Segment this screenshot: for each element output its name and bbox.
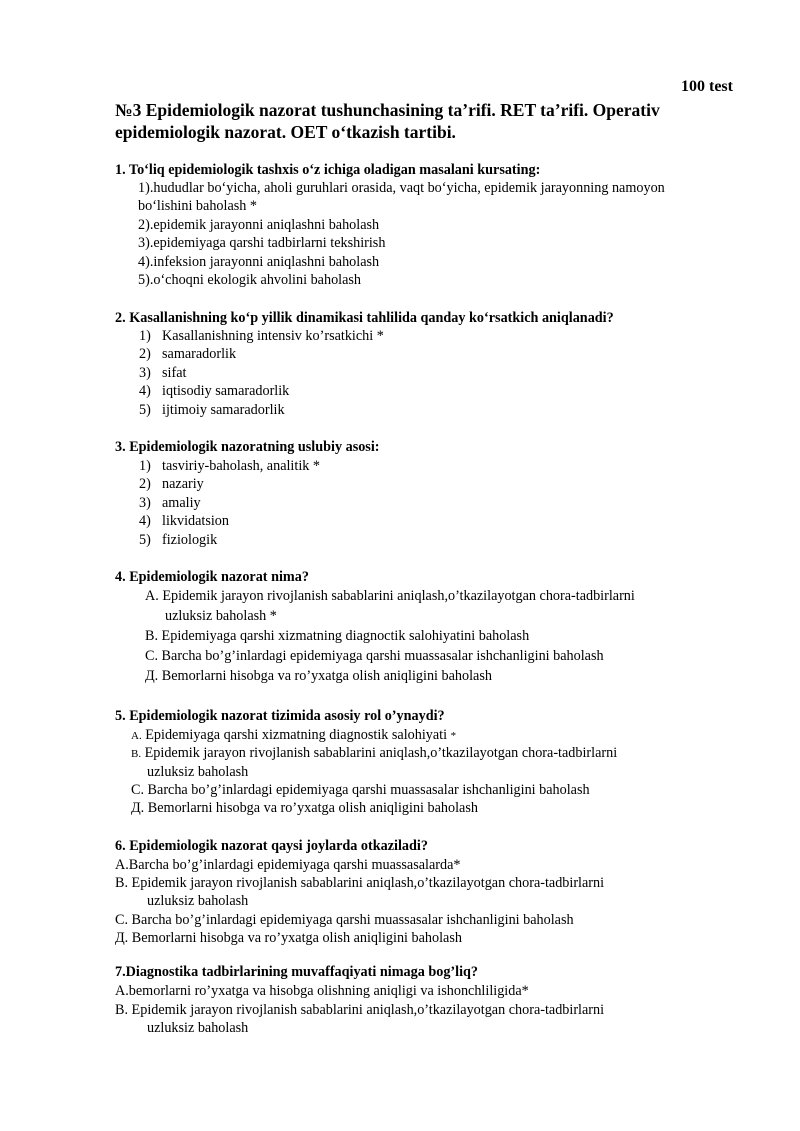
- option-text: ijtimoiy samaradorlik: [162, 402, 285, 418]
- q2-option-1: [139, 328, 384, 345]
- q1-answer-1-line-2: bo‘lishini baholash *: [138, 198, 258, 214]
- q5-option-c: C. Barcha bo’g’inlardagi epidemiyaga qarshi muassasalar ishchanligini baholash: [131, 782, 590, 798]
- q1-answer-3: 3).epidemiyaga qarshi tadbirlarni tekshirish: [138, 235, 386, 251]
- q2-option-4: [139, 383, 289, 400]
- document-title-line-2: epidemiologik nazorat. OET o‘tkazish tartibi.: [115, 122, 456, 142]
- option-number: 2): [139, 346, 151, 362]
- q7-option-a: A.bemorlarni ro’yxatga va hisobga olishning aniqligi va ishonchliligida*: [115, 983, 529, 999]
- q6-option-b-line-1: B. Epidemik jarayon rivojlanish sabablarini aniqlash,o’tkazilayotgan chora-tadbirlarni: [115, 875, 605, 891]
- option-letter: B.: [131, 748, 142, 760]
- option-number: 1): [139, 458, 151, 474]
- q6-option-a: A.Barcha bo’g’inlardagi epidemiyaga qarshi muassasalarda*: [115, 857, 461, 873]
- question-4: 4. Epidemiologik nazorat nima?: [115, 569, 309, 585]
- q5-option-d: Д. Bemorlarni hisobga va ro’yxatga olish aniqligini baholash: [131, 800, 478, 816]
- option-number: 3): [139, 495, 151, 511]
- option-number: 4): [139, 383, 151, 399]
- q4-option-b: B. Epidemiyaga qarshi xizmatning diagnoctik salohiyatini baholash: [145, 628, 530, 644]
- document-title-line-1: №3 Epidemiologik nazorat tushunchasining ta’rifi. RET ta’rifi. Operativ: [115, 100, 660, 120]
- q7-option-b-line-1: B. Epidemik jarayon rivojlanish sabablarini aniqlash,o’tkazilayotgan chora-tadbirlarni: [115, 1002, 605, 1018]
- option-text: samaradorlik: [162, 346, 237, 362]
- option-text: tasviriy-baholash, analitik *: [162, 458, 320, 474]
- question-3: 3. Epidemiologik nazoratning uslubiy asosi:: [115, 439, 380, 455]
- q6-option-b-line-2: uzluksiz baholash: [147, 893, 249, 909]
- option-text: Epidemik jarayon rivojlanish sabablarini aniqlash,o’tkazilayotgan chora-tadbirlarni: [141, 745, 618, 761]
- q1-answer-4: 4).infeksion jarayonni aniqlashni baholash: [138, 254, 380, 270]
- q6-option-d: Д. Bemorlarni hisobga va ro’yxatga olish aniqligini baholash: [115, 930, 462, 946]
- q3-option-3: [139, 495, 201, 512]
- option-text: sifat: [162, 365, 187, 381]
- q1-answer-2: 2).epidemik jarayonni aniqlashni baholash: [138, 217, 380, 233]
- option-text: fiziologik: [162, 532, 218, 548]
- option-text: Kasallanishning intensiv ko’rsatkichi *: [162, 328, 384, 344]
- q4-option-c: C. Barcha bo’g’inlardagi epidemiyaga qarshi muassasalar ishchanligini baholash: [145, 648, 604, 664]
- q3-option-1: [139, 458, 320, 475]
- option-text: nazariy: [162, 476, 204, 492]
- correct-mark: *: [450, 730, 457, 742]
- q1-answer-5: 5).o‘choqni ekologik ahvolini baholash: [138, 272, 362, 288]
- q2-option-2: [139, 346, 236, 363]
- q7-option-b-line-2: uzluksiz baholash: [147, 1020, 249, 1036]
- option-text: Epidemiyaga qarshi xizmatning diagnostik salohiyati: [141, 727, 451, 743]
- option-text: amaliy: [162, 495, 201, 511]
- option-number: 1): [139, 328, 151, 344]
- test-count-label: 100 test: [681, 78, 733, 95]
- option-number: 2): [139, 476, 151, 492]
- option-text: iqtisodiy samaradorlik: [162, 383, 290, 399]
- question-2: 2. Kasallanishning ko‘p yillik dinamikasi tahlilida qanday ko‘rsatkich aniqlanadi?: [115, 310, 614, 326]
- option-number: 5): [139, 402, 151, 418]
- q5-option-b-line-1: [131, 745, 617, 762]
- q5-option-a: [131, 727, 456, 744]
- question-5: 5. Epidemiologik nazorat tizimida asosiy rol o’ynaydi?: [115, 708, 445, 724]
- option-letter: A.: [131, 730, 142, 742]
- question-6: 6. Epidemiologik nazorat qaysi joylarda otkaziladi?: [115, 838, 428, 854]
- q3-option-4: [139, 513, 229, 530]
- option-number: 4): [139, 513, 151, 529]
- q4-option-a-line-2: uzluksiz baholash *: [165, 608, 277, 624]
- q2-option-3: [139, 365, 186, 382]
- question-7: 7.Diagnostika tadbirlarining muvaffaqiyati nimaga bog’liq?: [115, 964, 479, 980]
- q4-option-a-line-1: A. Epidemik jarayon rivojlanish sabablarini aniqlash,o’tkazilayotgan chora-tadbirlarni: [145, 588, 635, 604]
- q3-option-2: [139, 476, 204, 493]
- q4-option-d: Д. Bemorlarni hisobga va ro’yxatga olish aniqligini baholash: [145, 668, 492, 684]
- q1-answer-1-line-1: 1).hududlar bo‘yicha, aholi guruhlari orasida, vaqt bo‘yicha, epidemik jarayonning namoyon: [138, 180, 665, 196]
- q2-option-5: [139, 402, 285, 419]
- q6-option-c: C. Barcha bo’g’inlardagi epidemiyaga qarshi muassasalar ishchanligini baholash: [115, 912, 574, 928]
- option-number: 3): [139, 365, 151, 381]
- option-number: 5): [139, 532, 151, 548]
- q3-option-5: [139, 532, 217, 549]
- q5-option-b-line-2: uzluksiz baholash: [147, 764, 249, 780]
- question-1: 1. To‘liq epidemiologik tashxis o‘z ichiga oladigan masalani kursating:: [115, 162, 541, 178]
- option-text: likvidatsion: [162, 513, 229, 529]
